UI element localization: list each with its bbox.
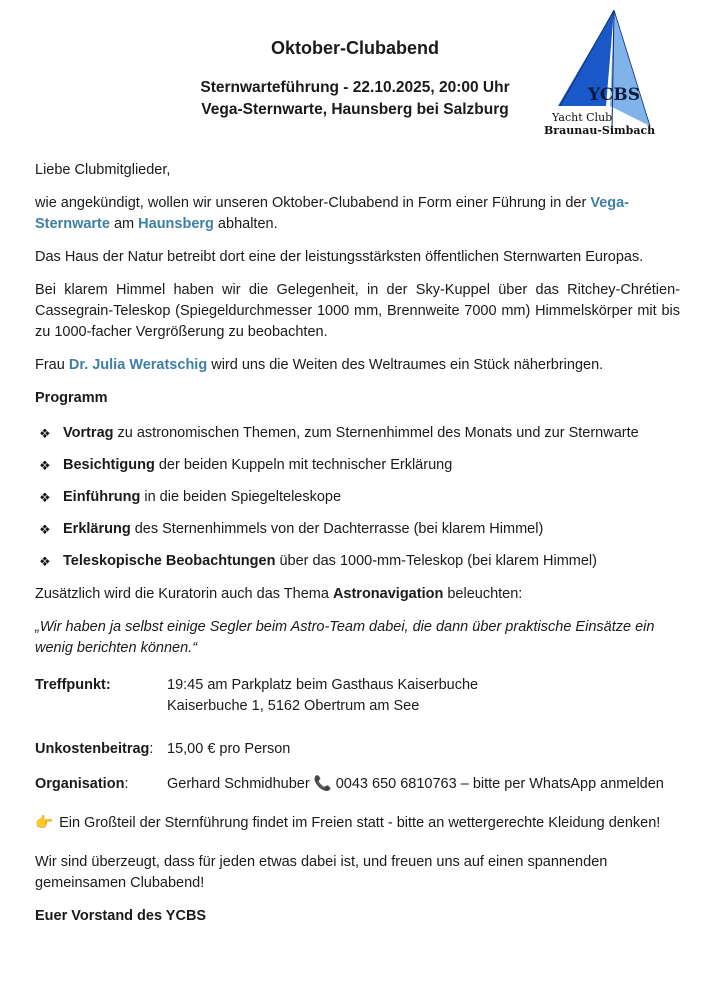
diamond-bullet-icon: ❖ bbox=[39, 554, 51, 569]
organisation-row bbox=[35, 774, 680, 795]
meeting-line2: Kaiserbuche 1, 5162 Obertrum am See bbox=[167, 698, 420, 714]
item-bold: Teleskopische Beobachtungen bbox=[63, 553, 276, 569]
list-item bbox=[35, 519, 680, 540]
organisation-label-wrap bbox=[35, 774, 167, 795]
logo-sail-light bbox=[610, 10, 650, 126]
meeting-line1: 19:45 am Parkplatz beim Gasthaus Kaiserbuche bbox=[167, 677, 479, 693]
speaker-text-post: wird uns die Weiten des Weltraumes ein Stück näherbringen. bbox=[207, 357, 604, 373]
speaker-paragraph bbox=[35, 355, 680, 376]
notice-text: Ein Großteil der Sternführung findet im Freien statt - bitte an wettergerechte Kleidung denken! bbox=[59, 815, 661, 831]
list-item bbox=[35, 455, 680, 476]
haunsberg-link[interactable]: Haunsberg bbox=[138, 216, 214, 232]
logo-line1: Yacht Club bbox=[552, 111, 613, 124]
diamond-bullet-icon: ❖ bbox=[39, 426, 51, 441]
cost-colon: : bbox=[149, 741, 154, 757]
pointing-hand-icon: 👉 bbox=[35, 815, 54, 831]
cost-value: 15,00 € pro Person bbox=[167, 741, 291, 757]
intro-paragraph bbox=[35, 193, 680, 235]
item-text: zu astronomischen Themen, zum Sternenhimmel des Monats und zur Sternwarte bbox=[113, 425, 639, 441]
organisation-label: Organisation bbox=[35, 776, 125, 792]
phone-icon: 📞 bbox=[313, 776, 332, 792]
item-bold: Vortrag bbox=[63, 425, 114, 441]
meeting-label: Treffpunkt: bbox=[35, 677, 111, 693]
diamond-bullet-icon: ❖ bbox=[39, 490, 51, 505]
extra-text-bold: Astronavigation bbox=[332, 586, 444, 602]
title-block bbox=[170, 38, 540, 121]
speaker-name-link[interactable]: Dr. Julia Weratschig bbox=[68, 357, 208, 373]
intro-text-post: abhalten. bbox=[213, 216, 278, 232]
event-location-line: Vega-Sternwarte, Haunsberg bei Salzburg bbox=[201, 101, 509, 118]
list-item bbox=[35, 487, 680, 508]
page-title: Oktober-Clubabend bbox=[270, 38, 439, 58]
meeting-point-row bbox=[35, 675, 680, 717]
item-text: über das 1000-mm-Teleskop (bei klarem Himmel) bbox=[275, 553, 597, 569]
greeting: Liebe Clubmitglieder, bbox=[35, 162, 171, 178]
vega-sternwarte-link[interactable]: Vega-Sternwarte bbox=[35, 195, 630, 232]
letter-body bbox=[35, 160, 680, 939]
meeting-value bbox=[167, 675, 680, 717]
item-text: in die beiden Spiegelteleskope bbox=[140, 489, 342, 505]
cost-label: Unkostenbeitrag bbox=[35, 741, 150, 757]
house-paragraph: Das Haus der Natur betreibt dort eine der leistungsstärksten öffentlichen Sternwarten Europas. bbox=[35, 249, 644, 265]
diamond-bullet-icon: ❖ bbox=[39, 522, 51, 537]
intro-text-pre: wie angekündigt, wollen wir unseren Oktober-Clubabend in Form einer Führung in der bbox=[35, 195, 591, 211]
organisation-colon: : bbox=[124, 776, 129, 792]
ycbs-logo bbox=[540, 6, 670, 142]
list-item bbox=[35, 423, 680, 444]
weather-notice bbox=[35, 813, 680, 834]
quote-paragraph: „Wir haben ja selbst einige Segler beim Astro-Team dabei, die dann über praktische Einsätze ein wenig berichten können.“ bbox=[35, 619, 655, 656]
diamond-bullet-icon: ❖ bbox=[39, 458, 51, 473]
astronavigation-paragraph bbox=[35, 584, 680, 605]
item-bold: Besichtigung bbox=[63, 457, 155, 473]
signature: Euer Vorstand des YCBS bbox=[35, 908, 207, 924]
document-header bbox=[0, 0, 706, 150]
extra-text-pre: Zusätzlich wird die Kuratorin auch das Thema bbox=[35, 586, 333, 602]
logo-line2: Braunau-Simbach bbox=[544, 124, 656, 137]
item-bold: Erklärung bbox=[63, 521, 131, 537]
phone-number-link[interactable]: 0043 650 6810763 bbox=[335, 776, 457, 792]
list-item bbox=[35, 551, 680, 572]
cost-label-wrap bbox=[35, 739, 167, 760]
item-text: der beiden Kuppeln mit technischer Erklärung bbox=[154, 457, 453, 473]
telescope-paragraph: Bei klarem Himmel haben wir die Gelegenheit, in der Sky-Kuppel über das Ritchey-Chrétien-Cassegrain-Teleskop (Spiegeldurchmesser 1000 mm, Brennweite 7000 mm) Himmelskörper mit bis zu 1000-facher Vergrößerung zu beobachten. bbox=[35, 282, 680, 340]
event-date-line: Sternwarteführung - 22.10.2025, 20:00 Uhr bbox=[200, 79, 510, 96]
item-text: des Sternenhimmels von der Dachterrasse (bei klarem Himmel) bbox=[130, 521, 544, 537]
cost-row bbox=[35, 739, 680, 760]
intro-text-mid: am bbox=[109, 216, 139, 232]
program-heading: Programm bbox=[35, 390, 108, 406]
whatsapp-note: – bitte per WhatsApp anmelden bbox=[456, 776, 664, 792]
logo-abbr: YCBS bbox=[588, 85, 641, 105]
item-bold: Einführung bbox=[63, 489, 141, 505]
closing-paragraph: Wir sind überzeugt, dass für jeden etwas dabei ist, und freuen uns auf einen spannenden gemeinsamen Clubabend! bbox=[35, 854, 608, 891]
speaker-text-pre: Frau bbox=[35, 357, 69, 373]
extra-text-post: beleuchten: bbox=[443, 586, 523, 602]
organisation-value bbox=[167, 774, 680, 795]
organiser-name: Gerhard Schmidhuber bbox=[167, 776, 310, 792]
program-list bbox=[35, 423, 680, 572]
